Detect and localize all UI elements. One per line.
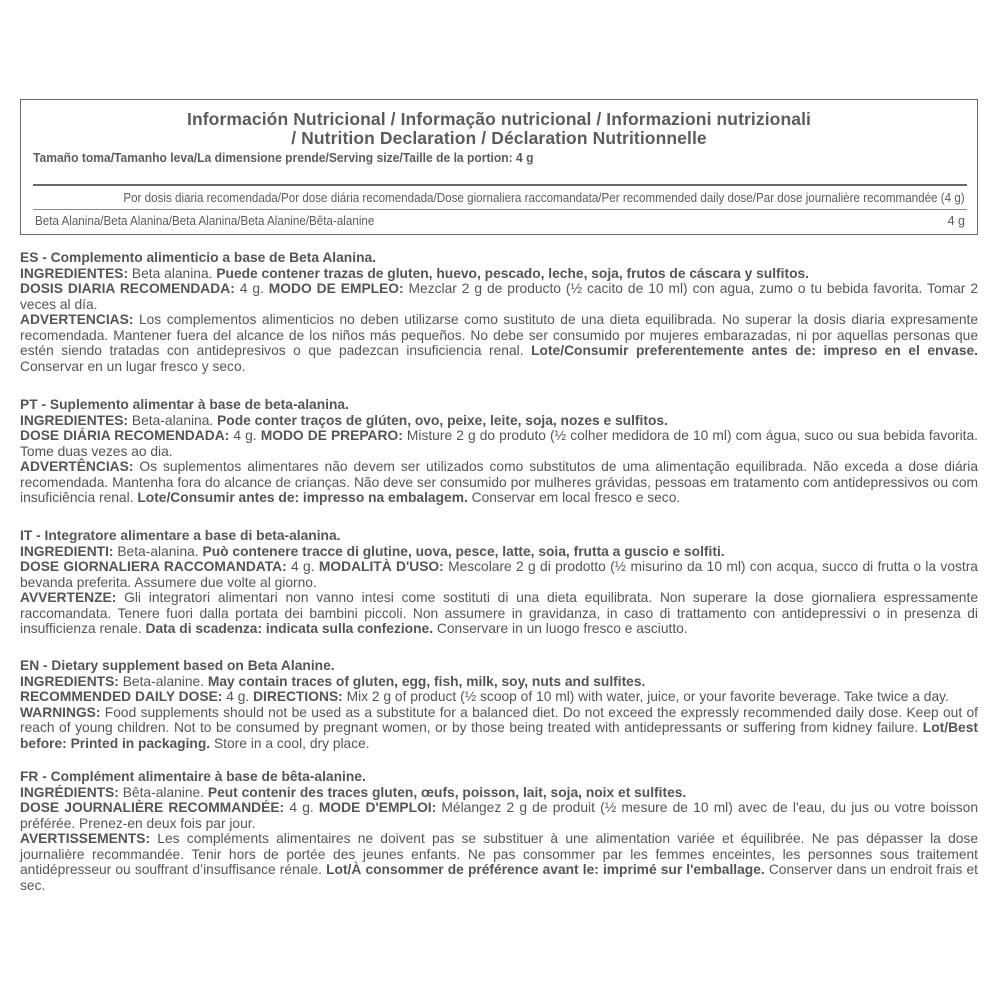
directions-text: Misture 2 g do produto (½ colher medidora de 10 ml) com água, suco ou sua bebida favorita. Tome duas vezes ao dia. — [20, 428, 978, 459]
warnings-label: ADVERTENCIAS: — [20, 312, 134, 327]
dose-paragraph — [20, 689, 978, 705]
dose-label: DOSE DIÁRIA RECOMENDADA: — [20, 428, 230, 443]
warnings-text: Los complementos alimenticios no deben utilizarse como sustituto de una dieta equilibrada. No superar la dosis diaria expresamente recomendada. Mantener fuera del alcance de los niños más pequeños. No debe ser consumido por mujeres embarazadas, ni por aquellas personas que estén siendo tratadas con antidepresivos o que padezcan insuficiencia renal. — [20, 312, 978, 358]
table-divider-thick — [33, 184, 967, 186]
dose-text: 4 g. — [229, 428, 261, 443]
storage-text: Conservar em local fresco e seco. — [467, 490, 681, 505]
lot-label: Lote/Consumir antes de: impresso na embalagem. — [137, 490, 468, 505]
dose-label: DOSIS DIARIA RECOMENDADA: — [20, 281, 235, 296]
ingredients-text: Beta-alanina. — [113, 543, 203, 559]
warnings-label: ADVERTÊNCIAS: — [20, 459, 134, 474]
dose-text: 4 g. — [234, 281, 269, 296]
dose-text: 4 g. — [284, 800, 319, 815]
ingredients-paragraph — [20, 413, 978, 429]
section-pt — [20, 397, 978, 506]
dose-text: 4 g. — [286, 559, 319, 574]
directions-text: Mélangez 2 g de produit (½ mesure de 10 ml) avec de l'eau, du jus ou votre boisson préférée. Prenez-en deux fois par jour. — [20, 800, 979, 831]
lot-label: Lot/À consommer de préférence avant le: imprimé sur l'emballage. — [326, 862, 765, 877]
warnings-paragraph — [20, 831, 978, 893]
allergen-text: May contain traces of gluten, egg, fish, milk, soy, nuts and sulfites. — [207, 673, 646, 689]
section-fr — [20, 769, 978, 893]
nutrient-value: 4 g — [947, 214, 965, 228]
table-divider-thin — [33, 209, 967, 210]
directions-text: Mix 2 g of product (½ scoop of 10 ml) with water, juice, or your favorite beverage. Take twice a day. — [342, 689, 949, 704]
ingredients-label: INGREDIENTI: — [20, 543, 114, 559]
dose-paragraph — [20, 281, 978, 312]
ingredients-text: Beta alanina. — [128, 265, 217, 281]
section-it — [20, 528, 978, 637]
section-en — [20, 658, 978, 751]
dose-paragraph — [20, 800, 978, 831]
per-dose-header: Por dosis diaria recomendada/Por dose diária recomendada/Dose giornaliera raccomandata/Per recommended daily dose/Par dose journalière recommandée (4 g) — [123, 191, 965, 205]
warnings-text: Food supplements should not be used as a substitute for a balanced diet. Do not exceed the expressly recommended daily dose. Keep out of reach of young children. Not to be consumed by pregnant women, or by those being treated with antidepressants or suffering from kidney failure. — [20, 704, 978, 735]
section-heading: IT - Integratore alimentare a base di beta-alanina. — [20, 528, 341, 543]
dose-label: RECOMMENDED DAILY DOSE: — [20, 689, 223, 704]
directions-label: DIRECTIONS: — [253, 689, 343, 704]
section-heading: FR - Complément alimentaire à base de bêta-alanine. — [20, 769, 366, 784]
ingredients-label: INGREDIENTES: — [20, 265, 129, 281]
section-es — [20, 250, 978, 374]
ingredients-paragraph — [20, 266, 978, 282]
warnings-text: Les compléments alimentaires ne doivent pas se substituer à une alimentation variée et équilibrée. Ne pas dépasser la dose journalière recommandée. Tenir hors de portée des jeunes enfants. Ne pas consommer par les femmes enceintes, les personnes sous traitement antidépresseur ou souffrant d’insuffisance rénale. — [20, 831, 978, 877]
directions-text: Mezclar 2 g de producto (½ cacito de 10 ml) con agua, zumo o tu bebida favorita. Tomar 2 veces al día. — [20, 281, 979, 312]
warnings-paragraph — [20, 459, 978, 506]
directions-text: Mescolare 2 g di prodotto (½ misurino da 10 ml) con acqua, succo di frutta o la vostra bevanda preferita. Assumere due volte al giorno. — [20, 559, 978, 590]
ingredients-label: INGREDIENTS: — [20, 673, 119, 689]
storage-text: Conserver dans un endroit frais et sec. — [20, 862, 978, 893]
dose-label: DOSE JOURNALIÈRE RECOMMANDÉE: — [20, 800, 285, 815]
allergen-text: Pode conter traços de glúten, ovo, peixe, leite, soja, nozes e sulfitos. — [217, 412, 668, 428]
warnings-label: WARNINGS: — [20, 704, 101, 720]
lot-label: Lot/Best before: Printed in packaging. — [20, 720, 978, 751]
allergen-text: Può contenere tracce di glutine, uova, pesce, latte, soia, frutta a guscio e solfiti. — [202, 543, 725, 559]
warnings-paragraph — [20, 705, 978, 752]
nutrient-name: Beta Alanina/Beta Alanina/Beta Alanina/Beta Alanine/Bêta-alanine — [35, 214, 375, 228]
directions-label: MODE D'EMPLOI: — [318, 800, 437, 815]
lot-label: Lote/Consumir preferentemente antes de: impreso en el envase. — [531, 343, 979, 358]
warnings-text: Gli integratori alimentari non vanno intesi come sostituti di una dieta equilibrata. Non superare la dose giornaliera espressamente raccomandata. Tenere fuori dalla portata dei bambini piccoli. Non assumere in gravidanza, in caso di trattamento con antidepressivi o in presenza di insufficienza renale. — [20, 590, 978, 636]
directions-label: MODO DE EMPLEO: — [268, 281, 404, 296]
ingredients-text: Bêta-alanine. — [118, 784, 208, 800]
warnings-label: AVVERTENZE: — [20, 590, 117, 605]
warnings-paragraph — [20, 312, 978, 374]
nutrition-title — [21, 110, 977, 148]
warnings-label: AVERTISSEMENTS: — [20, 831, 151, 846]
dose-paragraph — [20, 559, 978, 590]
storage-text: Conservare in un luogo fresco e asciutto. — [433, 621, 688, 636]
ingredients-label: INGRÉDIENTS: — [20, 784, 119, 800]
dose-label: DOSE GIORNALIERA RACCOMANDATA: — [20, 559, 287, 574]
storage-text: Conservar en un lugar fresco y seco. — [20, 358, 246, 374]
ingredients-paragraph — [20, 544, 978, 560]
dose-text: 4 g. — [222, 689, 254, 704]
ingredients-paragraph — [20, 785, 978, 801]
section-heading: PT - Suplemento alimentar à base de beta-alanina. — [20, 397, 349, 412]
lot-label: Data di scadenza: indicata sulla confezione. — [145, 621, 434, 636]
section-heading: EN - Dietary supplement based on Beta Alanine. — [20, 658, 335, 673]
allergen-text: Puede contener trazas de gluten, huevo, pescado, leche, soja, frutos de cáscara y sulfitos. — [216, 265, 809, 281]
warnings-paragraph — [20, 590, 978, 637]
serving-size: Tamaño toma/Tamanho leva/La dimensione prende/Serving size/Taille de la portion: 4 g — [33, 150, 534, 165]
dose-paragraph — [20, 428, 978, 459]
section-heading: ES - Complemento alimenticio a base de Beta Alanina. — [20, 250, 376, 265]
nutrition-title-line2: / Nutrition Declaration / Déclaration Nutritionnelle — [291, 128, 707, 148]
nutrition-table — [20, 99, 978, 235]
directions-label: MODO DE PREPARO: — [260, 428, 403, 443]
ingredients-text: Beta-alanine. — [118, 673, 208, 689]
allergen-text: Peut contenir des traces gluten, œufs, poisson, lait, soja, noix et sulfites. — [207, 784, 687, 800]
ingredients-label: INGREDIENTES: — [20, 412, 129, 428]
ingredients-text: Beta-alanina. — [128, 412, 218, 428]
ingredients-paragraph — [20, 674, 978, 690]
directions-label: MODALITÀ D'USO: — [318, 559, 444, 574]
nutrition-title-line1: Información Nutricional / Informação nutricional / Informazioni nutrizionali — [186, 109, 812, 129]
storage-text: Store in a cool, dry place. — [210, 735, 370, 751]
warnings-text: Os suplementos alimentares não devem ser utilizados como substitutos de uma alimentação equilibrada. Não exceda a dose diária recomendada. Mantenha fora do alcance de crianças. Não deve ser consumido por mulheres grávidas, pessoas em tratamento com antidepressivos ou com insuficiência renal. — [20, 459, 978, 505]
